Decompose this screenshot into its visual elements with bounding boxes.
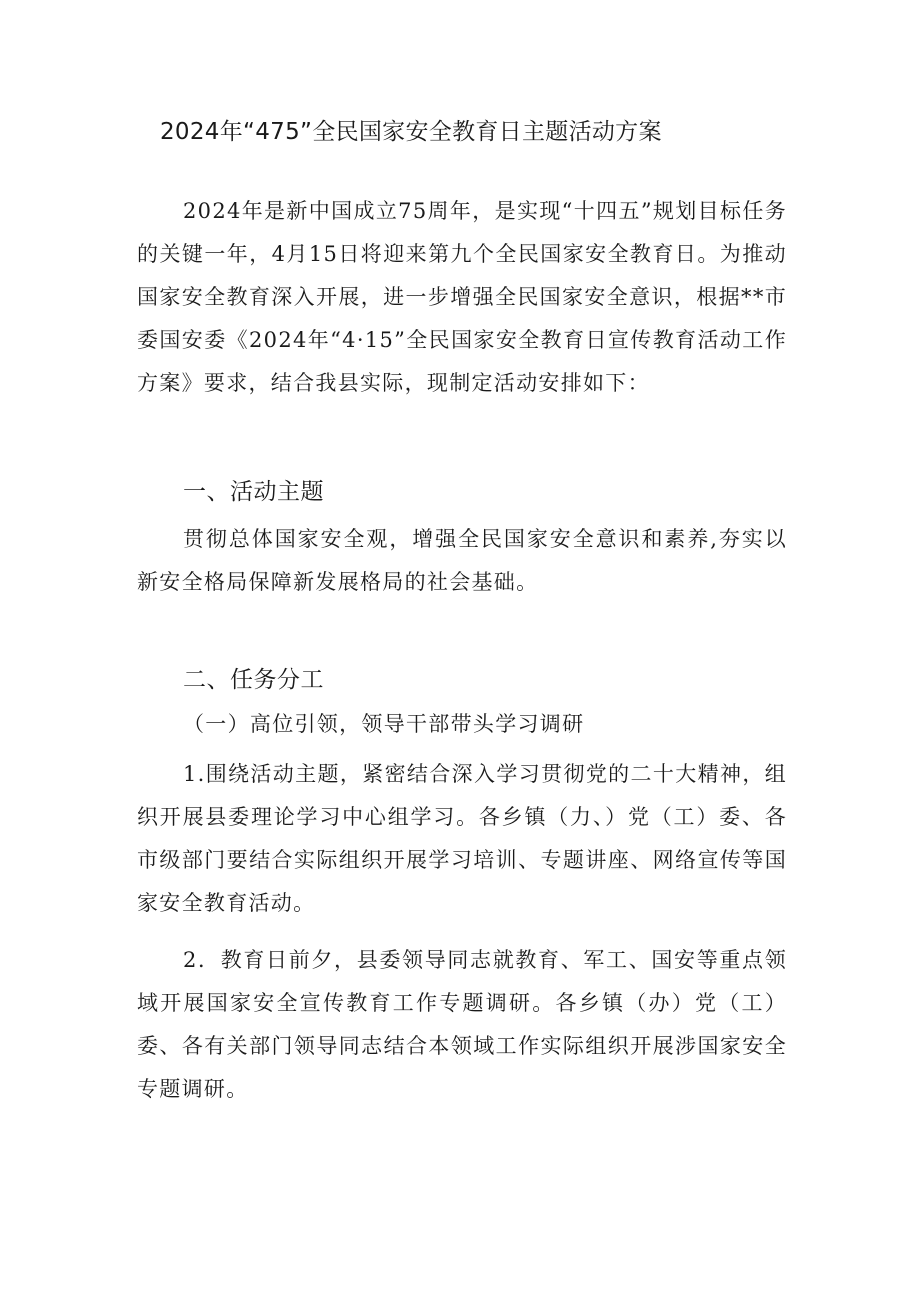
section-heading-theme: 一、活动主题 — [183, 479, 324, 505]
subsection-heading: （一）高位引领，领导干部带头学习调研 — [183, 712, 585, 736]
task-item-1: 1.围绕活动主题，紧密结合深入学习贯彻党的二十大精神，组织开展县委理论学习中心组学习。各乡镇（力、）党（工）委、各市级部门要结合实际组织开展学习培训、专题讲座、网络宣传等国家安全教育活动。 — [137, 762, 787, 915]
theme-paragraph: 贯彻总体国家安全观，增强全民国家安全意识和素养,夯实以新安全格局保障新发展格局的社会基础。 — [137, 527, 787, 594]
intro-paragraph: 2024年是新中国成立75周年，是实现“十四五”规划目标任务的关键一年，4月15日将迎来第九个全民国家安全教育日。为推动国家安全教育深入开展，进一步增强全民国家安全意识，根据**市委国安委《2024年“4·15”全民国家安全教育日宣传教育活动工作方案》要求，结合我县实际，现制定活动安排如下： — [137, 199, 787, 395]
task-item-2: 2．教育日前夕，县委领导同志就教育、军工、国安等重点领域开展国家安全宣传教育工作专题调研。各乡镇（办）党（工）委、各有关部门领导同志结合本领域工作实际组织开展涉国家安全专题调研。 — [137, 948, 787, 1101]
document-title: 2024年“475”全民国家安全教育日主题活动方案 — [160, 119, 662, 145]
section-heading-tasks: 二、任务分工 — [183, 667, 324, 693]
